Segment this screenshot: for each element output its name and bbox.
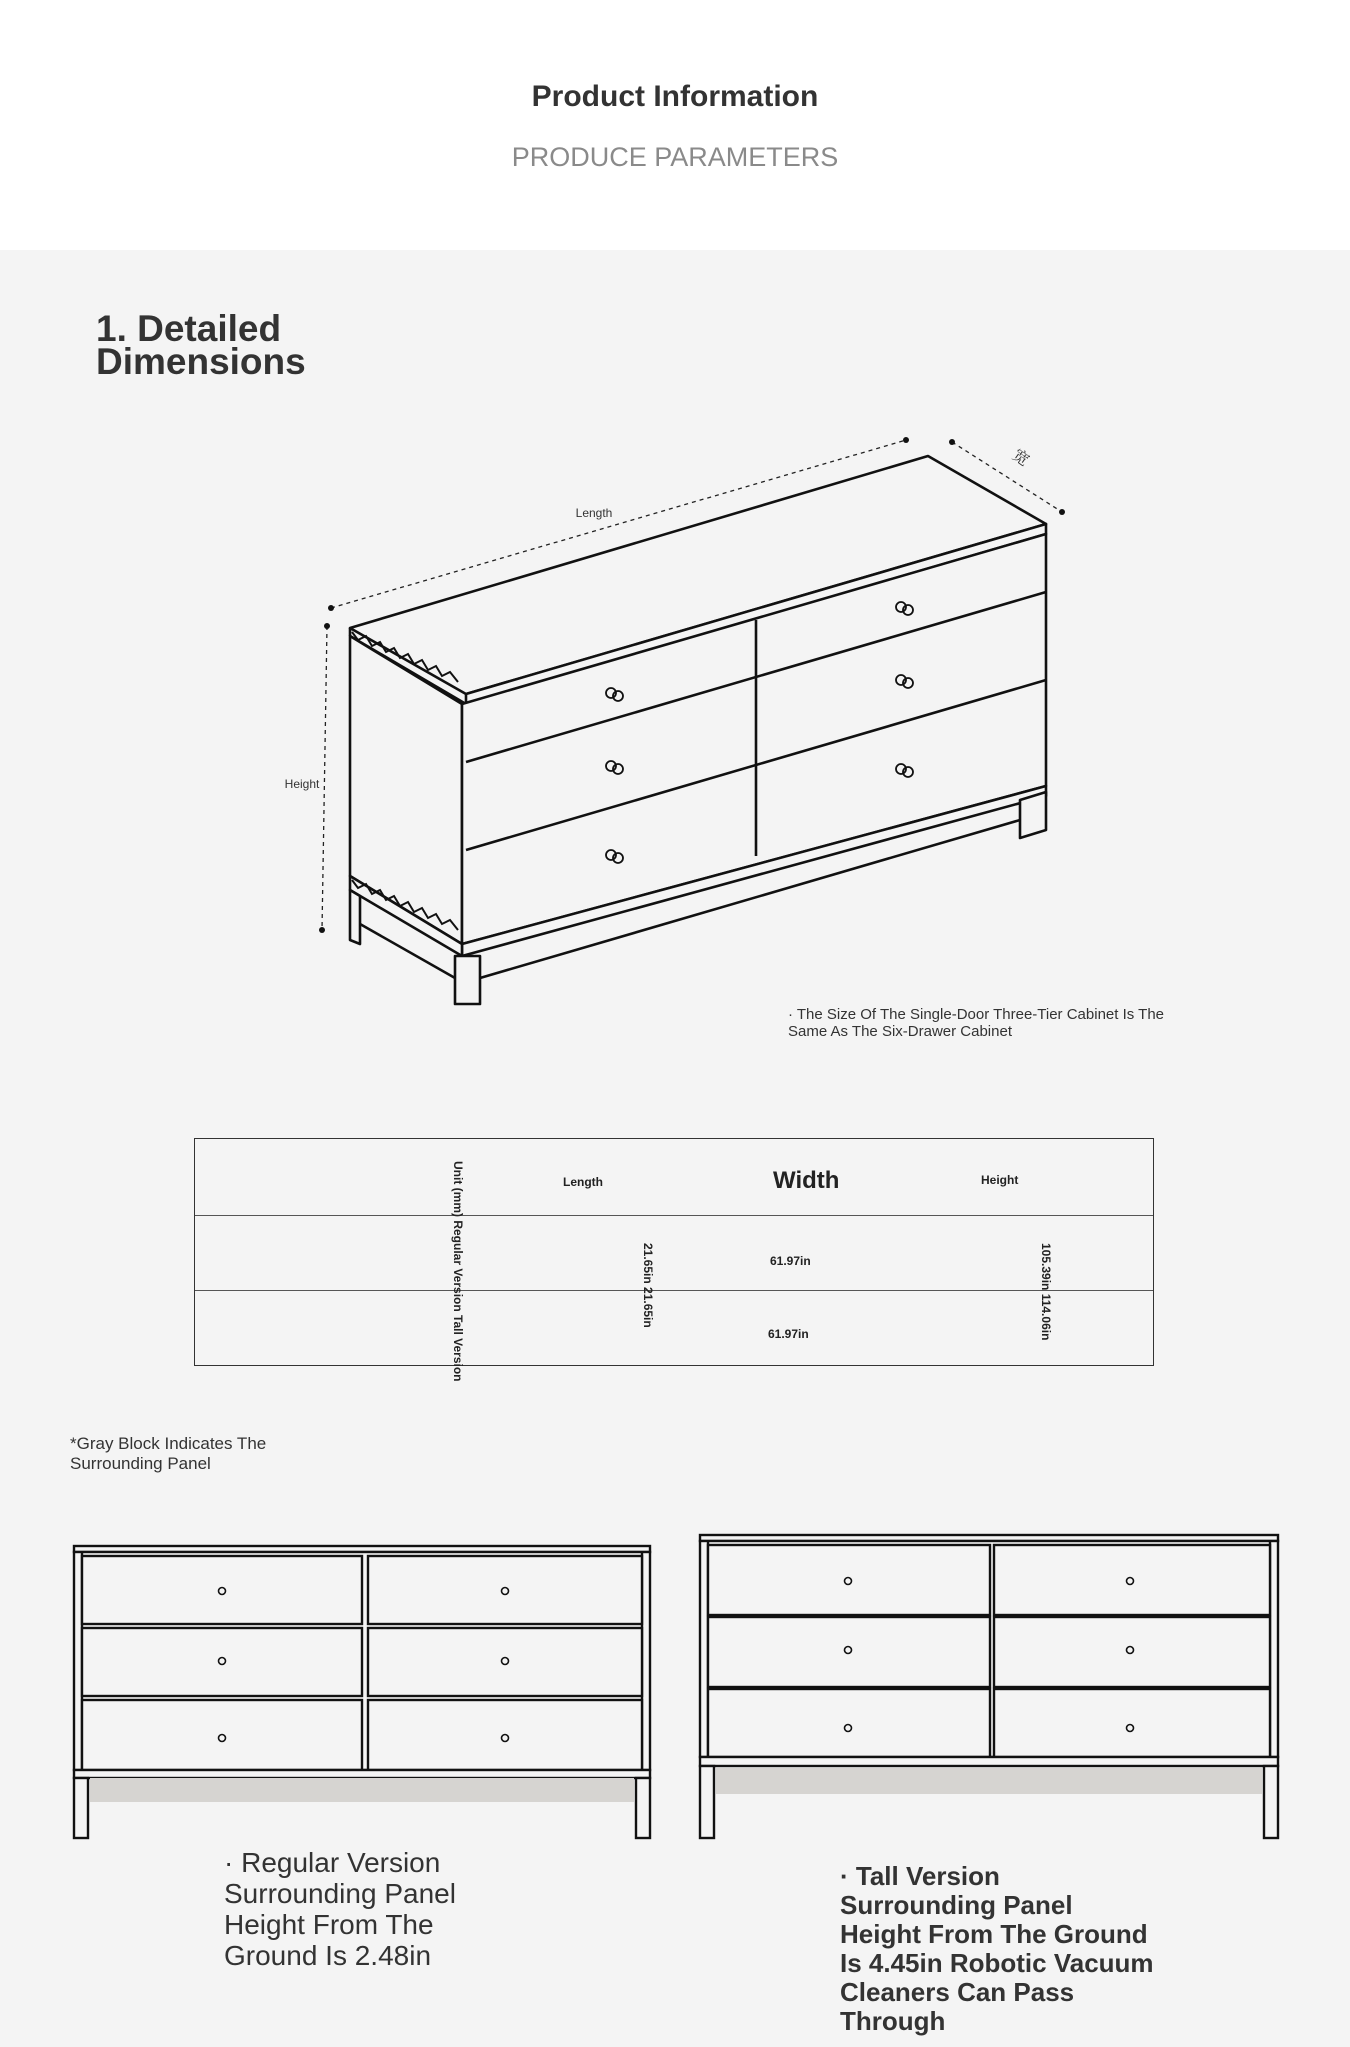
page-subtitle: PRODUCE PARAMETERS [511,142,839,172]
regular-version-front-view [70,1540,656,1840]
width-label: 宽 [1009,446,1033,470]
height-label: Height [284,777,320,791]
tall-version-front-view [694,1528,1284,1840]
header-band [0,0,1350,250]
table-row-tall-width: 61.97in [768,1327,809,1341]
length-values: 21.65in 21.65in [641,1243,655,1328]
regular-version-caption: · Regular Version Surrounding Panel Height From The Ground Is 2.48in [224,1847,456,1971]
height-header: Height [981,1173,1019,1187]
length-header: Length [563,1175,603,1189]
unit-column-label: Unit (mm) Regular Version Tall Version [451,1161,465,1382]
tall-version-caption: · Tall Version Surrounding Panel Height From The Ground Is 4.45in Robotic Vacuum Cleaners Can Pass Through [840,1861,1154,2036]
table-row-regular-width: 61.97in [770,1254,811,1268]
surrounding-panel [716,1768,1262,1794]
gray-block-note: *Gray Block Indicates The Surrounding Panel [70,1434,267,1473]
table-divider [195,1215,1153,1216]
width-header: Width [773,1167,840,1194]
dresser-isometric-diagram [270,420,1090,1020]
length-label: Length [575,506,613,520]
height-dimension [285,623,330,933]
section-title: 1. Detailed Dimensions [96,308,306,382]
surrounding-panel [90,1778,634,1802]
dimension-table [194,1138,1154,1382]
page-title: Product Information [531,80,819,113]
size-note: · The Size Of The Single-Door Three-Tier Cabinet Is The Same As The Six-Drawer Cabinet [788,1006,1165,1040]
height-values: 105.39in 114.06in [1039,1243,1053,1341]
table-divider [195,1290,1153,1291]
